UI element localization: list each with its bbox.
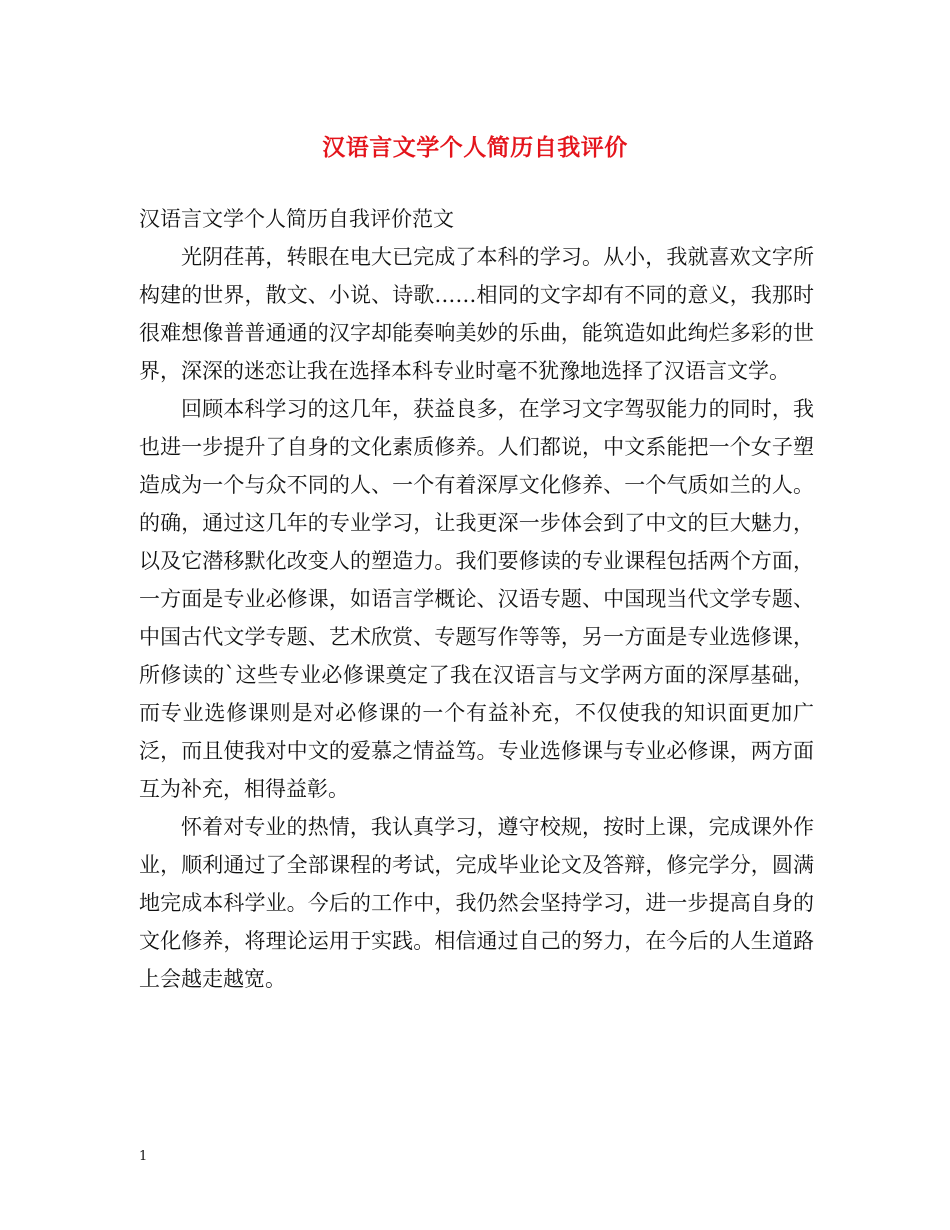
- body-paragraph-1: 光阴荏苒，转眼在电大已完成了本科的学习。从小，我就喜欢文字所构建的世界，散文、小说、诗歌……相同的文字却有不同的意义，我那时很难想像普普通通的汉字却能奏响美妙的乐曲，能筑造如此绚烂多彩的世界，深深的迷恋让我在选择本科专业时毫不犹豫地选择了汉语言文学。: [139, 245, 814, 383]
- document-title: 汉语言文学个人简历自我评价: [322, 134, 628, 161]
- document-body: [139, 200, 814, 998]
- body-paragraph-2: 回顾本科学习的这几年，获益良多，在学习文字驾驭能力的同时，我也进一步提升了自身的文化素质修养。人们都说，中文系能把一个女子塑造成为一个与众不同的人、一个有着深厚文化修养、一个气质如兰的人。的确，通过这几年的专业学习，让我更深一步体会到了中文的巨大魅力，以及它潜移默化改变人的塑造力。我们要修读的专业课程包括两个方面，一方面是专业必修课，如语言学概论、汉语专题、中国现当代文学专题、中国古代文学专题、艺术欣赏、专题写作等等，另一方面是专业选修课，所修读的`这些专业必修课奠定了我在汉语言与文学两方面的深厚基础，而专业选修课则是对必修课的一个有益补充，不仅使我的知识面更加广泛，而且使我对中文的爱慕之情益笃。专业选修课与专业必修课，两方面互为补充，相得益彰。: [139, 397, 814, 801]
- document-subtitle: 汉语言文学个人简历自我评价范文: [139, 207, 454, 231]
- page-number: 1: [139, 1149, 148, 1164]
- body-paragraph-3: 怀着对专业的热情，我认真学习，遵守校规，按时上课，完成课外作业，顺利通过了全部课程的考试，完成毕业论文及答辩，修完学分，圆满地完成本科学业。今后的工作中，我仍然会坚持学习，进一步提高自身的文化修养，将理论运用于实践。相信通过自己的努力，在今后的人生道路上会越走越宽。: [139, 815, 814, 991]
